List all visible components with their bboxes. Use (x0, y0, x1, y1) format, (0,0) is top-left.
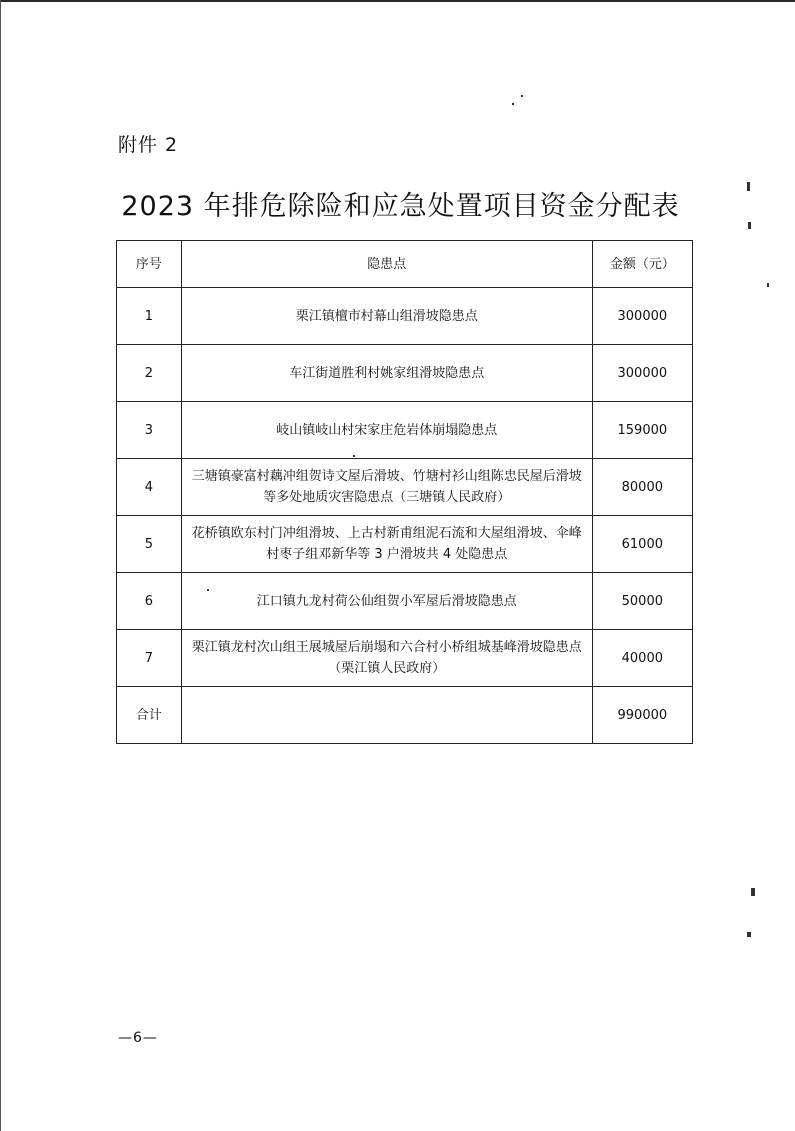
cell-seq: 2 (117, 345, 182, 402)
cell-seq: 3 (117, 402, 182, 459)
total-hazard-point (181, 687, 592, 744)
cell-amount: 61000 (592, 516, 692, 573)
cell-seq: 1 (117, 288, 182, 345)
scan-edge-left (0, 0, 1, 1131)
attachment-label: 附件 2 (118, 134, 179, 156)
total-amount: 990000 (592, 687, 692, 744)
scan-speck (751, 888, 755, 896)
table-row (117, 516, 693, 573)
cell-amount: 300000 (592, 345, 692, 402)
cell-amount: 50000 (592, 573, 692, 630)
table-row (117, 630, 693, 687)
table-row (117, 459, 693, 516)
table-row (117, 573, 693, 630)
table-total-row (117, 687, 693, 744)
scan-speck (747, 932, 751, 937)
table-header-row (117, 241, 693, 288)
cell-hazard-point: 岐山镇岐山村宋家庄危岩体崩塌隐患点 (181, 402, 592, 459)
cell-hazard-point: 三塘镇豪富村藕冲组贺诗文屋后滑坡、竹塘村衫山组陈忠民屋后滑坡等多处地质灾害隐患点（三塘镇人民政府） (181, 459, 592, 516)
table-row (117, 345, 693, 402)
cell-amount: 40000 (592, 630, 692, 687)
header-amount: 金额（元） (592, 241, 692, 288)
header-seq: 序号 (117, 241, 182, 288)
total-label: 合计 (117, 687, 182, 744)
cell-seq: 5 (117, 516, 182, 573)
scan-speck (512, 103, 514, 105)
table-row (117, 402, 693, 459)
scan-speck (767, 283, 769, 287)
document-title: 2023 年排危除险和应急处置项目资金分配表 (121, 191, 680, 222)
cell-amount: 80000 (592, 459, 692, 516)
cell-hazard-point: 江口镇九龙村荷公仙组贺小军屋后滑坡隐患点 (181, 573, 592, 630)
cell-seq: 6 (117, 573, 182, 630)
cell-hazard-point: 花桥镇欧东村门冲组滑坡、上古村新甫组泥石流和大屋组滑坡、伞峰村枣子组邓新华等 3 户滑坡共 4 处隐患点 (181, 516, 592, 573)
scan-edge-top (0, 0, 795, 2)
cell-amount: 300000 (592, 288, 692, 345)
table-row (117, 288, 693, 345)
scan-speck (521, 95, 523, 97)
cell-amount: 159000 (592, 402, 692, 459)
page-number: —6— (118, 1030, 158, 1046)
cell-hazard-point: 栗江镇龙村次山组王展城屋后崩塌和六合村小桥组城基峰滑坡隐患点（栗江镇人民政府） (181, 630, 592, 687)
fund-allocation-table (116, 240, 693, 744)
cell-seq: 7 (117, 630, 182, 687)
header-hazard-point: 隐患点 (181, 241, 592, 288)
scan-speck (748, 222, 751, 229)
cell-seq: 4 (117, 459, 182, 516)
cell-hazard-point: 车江街道胜利村姚家组滑坡隐患点 (181, 345, 592, 402)
cell-hazard-point: 栗江镇檀市村幕山组滑坡隐患点 (181, 288, 592, 345)
